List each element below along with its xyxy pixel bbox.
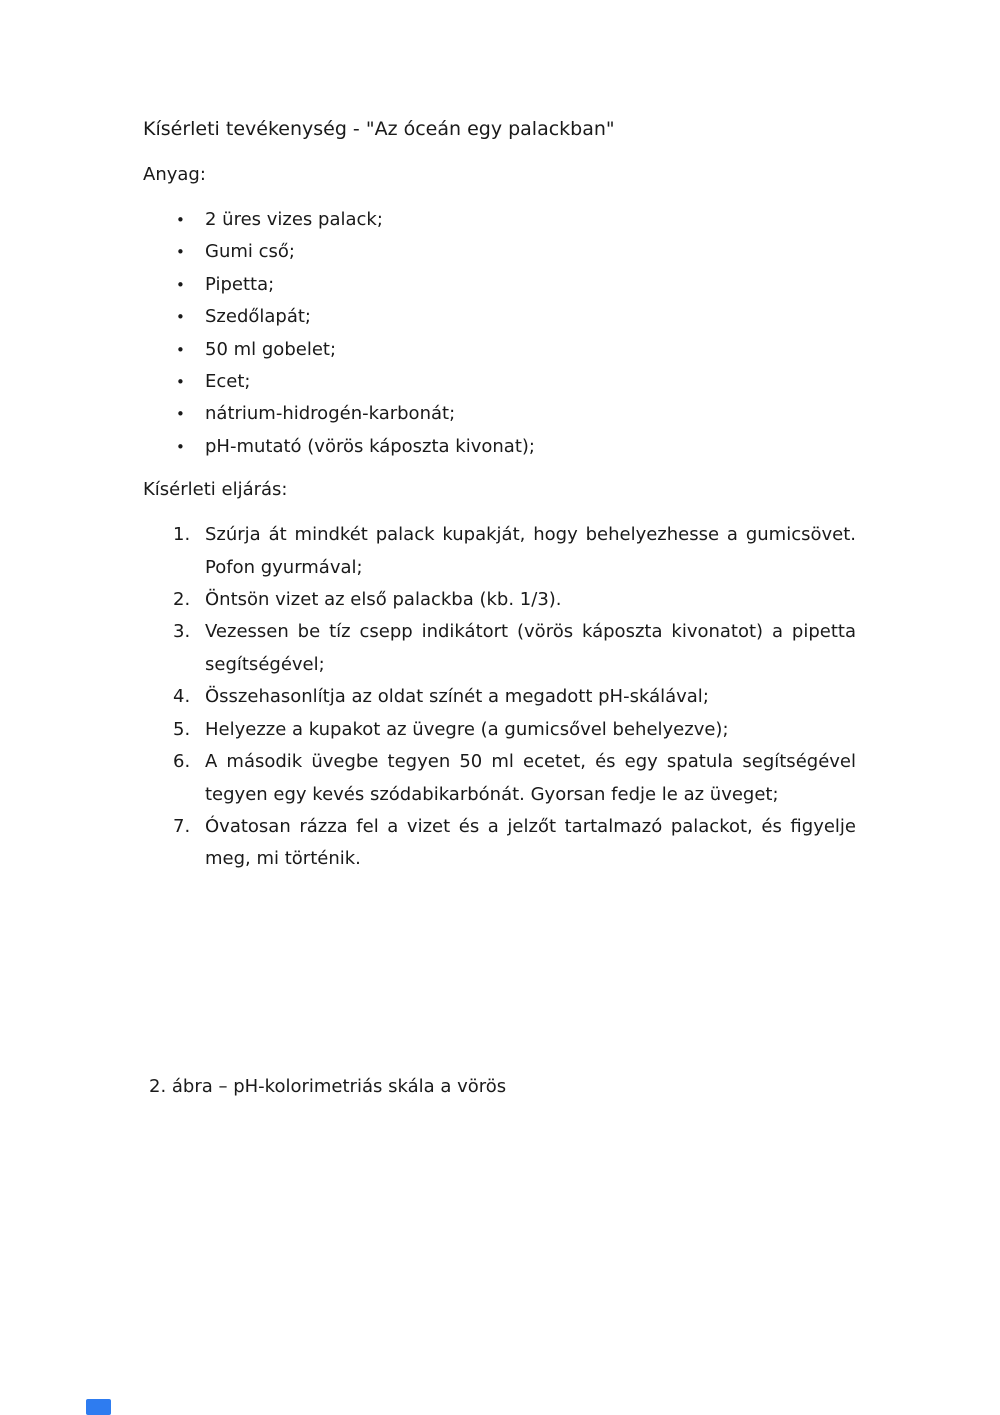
material-item-text: 2 üres vizes palack; — [205, 209, 383, 230]
bullet-marker: • — [176, 340, 185, 359]
procedure-step — [143, 811, 856, 876]
step-number: 2. — [173, 589, 191, 611]
step-number: 6. — [173, 751, 191, 773]
step-number: 3. — [173, 621, 191, 643]
material-item — [143, 236, 856, 268]
material-item-text: Pipetta; — [205, 273, 275, 295]
bullet-marker: • — [176, 405, 185, 424]
material-item-text: nátrium-hidrogén-karbonát; — [205, 403, 456, 425]
procedure-step-text: Óvatosan rázza fel a vizet és a jelzőt tartalmazó palackot, és figyelje meg, mi történik. — [205, 815, 856, 870]
material-item-text: Gumi cső; — [205, 241, 295, 263]
material-item-text: Ecet; — [205, 371, 251, 393]
procedure-step — [143, 714, 856, 746]
material-item — [143, 366, 856, 398]
material-item-text: 50 ml gobelet; — [205, 338, 337, 360]
materials-list — [143, 204, 856, 463]
step-number: 1. — [173, 524, 191, 546]
material-item — [143, 204, 856, 236]
material-item — [143, 269, 856, 301]
procedure-step-text: Helyezze a kupakot az üvegre (a gumicsővel behelyezve); — [205, 718, 729, 740]
bullet-marker: • — [176, 437, 185, 456]
material-item-text: Szedőlapát; — [205, 306, 311, 328]
procedure-step — [143, 681, 856, 713]
bullet-marker: • — [176, 373, 185, 392]
procedure-heading: Kísérleti eljárás: — [143, 479, 288, 501]
procedure-step-text: Vezessen be tíz csepp indikátort (vörös káposzta kivonatot) a pipetta segítségével; — [205, 621, 856, 675]
step-number: 4. — [173, 686, 191, 708]
figure-caption: 2. ábra – pH-kolorimetriás skála a vörös — [149, 1075, 507, 1097]
procedure-step — [143, 616, 856, 681]
bullet-marker: • — [176, 243, 185, 262]
bullet-marker: • — [176, 308, 185, 327]
procedure-step — [143, 584, 856, 616]
bullet-marker: • — [176, 211, 185, 229]
step-number: 7. — [173, 815, 191, 837]
materials-heading: Anyag: — [143, 164, 206, 185]
procedure-step-text: A második üvegbe tegyen 50 ml ecetet, és egy spatula segítségével tegyen egy kevés szódabikarbónát. Gyorsan fedje le az üveget; — [205, 751, 856, 805]
material-item-text: pH-mutató (vörös káposzta kivonat); — [205, 435, 535, 457]
procedure-step-text: Öntsön vizet az első palackba (kb. 1/3). — [205, 589, 562, 611]
procedure-step — [143, 519, 856, 584]
procedure-step — [143, 746, 856, 811]
material-item — [143, 431, 856, 463]
procedure-step-text: Összehasonlítja az oldat színét a megadott pH-skálával; — [205, 686, 709, 708]
bullet-marker: • — [176, 275, 185, 294]
material-item — [143, 398, 856, 430]
document-title: Kísérleti tevékenység - "Az óceán egy palackban" — [143, 118, 615, 140]
material-item — [143, 334, 856, 366]
step-number: 5. — [173, 718, 191, 740]
cropped-figure-fragment — [86, 1399, 111, 1415]
material-item — [143, 301, 856, 333]
procedure-step-text: Szúrja át mindkét palack kupakját, hogy behelyezhesse a gumicsövet. Pofon gyurmával; — [205, 524, 856, 578]
procedure-list — [143, 519, 856, 875]
